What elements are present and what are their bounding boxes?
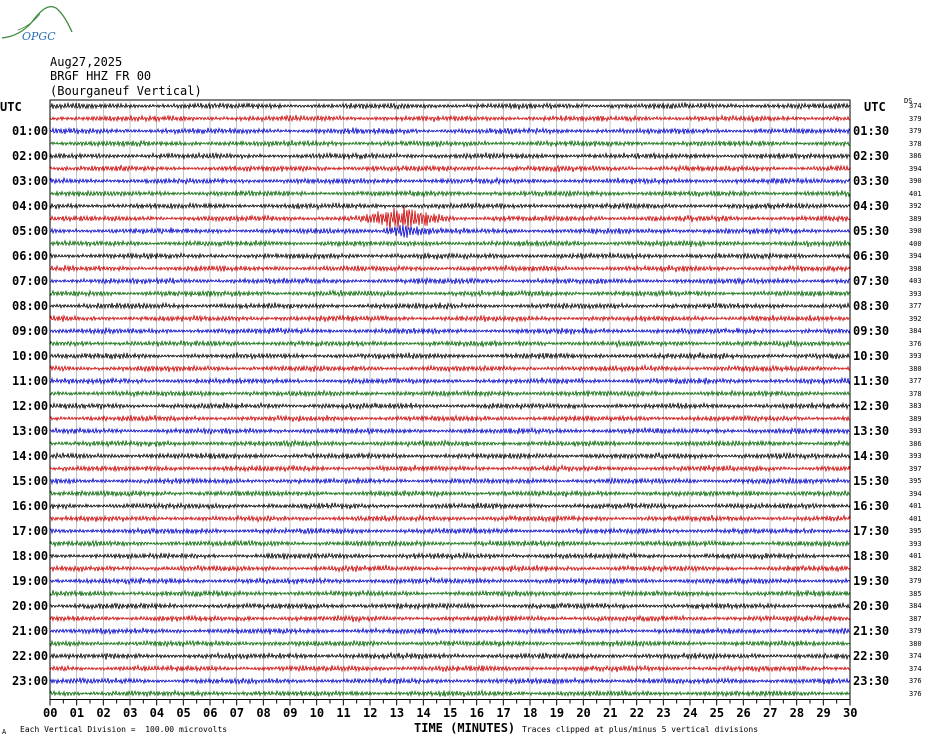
right-hour-label: 05:30 [853,224,890,238]
row-value-label: 385 [909,589,922,598]
left-hour-label: 11:00 [12,374,49,388]
x-tick-label: 03 [123,705,138,720]
x-tick-label: 18 [523,705,538,720]
x-tick-label: 04 [149,705,165,720]
x-tick-label: 06 [203,705,218,720]
row-value-label: 384 [909,602,922,610]
scale-note: Each Vertical Division = 100.00 microvolts [20,725,228,734]
x-tick-label: 08 [256,705,271,720]
row-value-label: 403 [909,277,922,285]
right-hour-label: 14:30 [853,449,890,463]
left-hour-label: 15:00 [12,474,49,488]
row-value-label: 386 [909,152,922,160]
row-value-label: 392 [909,314,922,323]
row-value-label: 379 [909,627,922,635]
x-tick-label: 02 [96,705,111,720]
x-axis-title: TIME (MINUTES) [414,721,516,735]
right-column-header: DS [904,97,913,105]
left-hour-label: 17:00 [12,524,49,538]
row-value-label: 378 [909,389,922,398]
x-tick-label: 16 [469,705,485,720]
left-hour-label: 02:00 [12,149,49,163]
left-hour-label: 12:00 [12,399,49,413]
x-tick-label: 12 [363,705,378,720]
x-tick-label: 23 [656,705,671,720]
right-hour-label: 17:30 [853,524,890,538]
row-value-label: 401 [909,514,922,523]
x-tick-label: 17 [496,705,511,720]
x-tick-label: 25 [709,705,725,720]
right-hour-label: 04:30 [853,199,890,213]
row-value-label: 395 [909,527,922,535]
right-hour-label: 19:30 [853,574,890,588]
station-code: BRGF HHZ FR 00 [50,69,152,83]
right-hour-label: 08:30 [853,299,890,313]
x-tick-label: 20 [576,705,591,720]
x-tick-label: 10 [309,705,325,720]
left-hour-label: 13:00 [12,424,49,438]
left-hour-label: 23:00 [12,674,49,688]
logo-text: OPGC [22,30,56,43]
left-hour-label: 06:00 [12,249,49,263]
row-value-label: 390 [909,177,922,185]
row-value-label: 393 [909,289,922,298]
row-value-label: 393 [909,427,922,435]
left-axis-label: UTC [0,100,22,114]
row-value-label: 374 [909,664,922,673]
row-value-label: 400 [909,239,922,248]
row-value-label: 379 [909,127,922,135]
clip-note: Traces clipped at plus/minus 5 vertical divisions [522,725,759,734]
right-hour-label: 10:30 [853,349,890,363]
row-value-label: 401 [909,502,922,510]
corner-mark: A [2,728,7,736]
row-value-label: 376 [909,677,922,685]
row-value-label: 393 [909,352,922,360]
left-hour-label: 22:00 [12,649,49,663]
x-tick-label: 05 [176,705,191,720]
row-value-label: 376 [909,339,922,348]
right-hour-label: 16:30 [853,499,890,513]
station-location: (Bourganeuf Vertical) [50,84,202,98]
row-value-label: 398 [909,264,922,273]
x-tick-label: 21 [603,705,618,720]
left-hour-label: 09:00 [12,324,49,338]
row-value-label: 389 [909,214,922,223]
row-value-label: 374 [909,102,922,110]
row-value-label: 380 [909,364,922,373]
x-tick-label: 27 [763,705,778,720]
x-tick-label: 14 [416,705,431,720]
right-hour-label: 09:30 [853,324,890,338]
left-hour-label: 21:00 [12,624,49,638]
x-tick-label: 01 [69,705,85,720]
x-tick-label: 09 [283,705,298,720]
right-hour-label: 20:30 [853,599,890,613]
row-value-label: 382 [909,564,922,573]
right-hour-label: 15:30 [853,474,890,488]
row-value-label: 393 [909,539,922,548]
row-value-label: 379 [909,577,922,585]
right-hour-label: 21:30 [853,624,890,638]
x-tick-label: 13 [389,705,405,720]
row-value-label: 394 [909,164,922,173]
row-value-label: 390 [909,227,922,235]
row-value-label: 401 [909,552,922,560]
left-hour-label: 19:00 [12,574,49,588]
x-tick-label: 30 [843,705,858,720]
left-hour-label: 08:00 [12,299,49,313]
row-value-label: 395 [909,477,922,485]
left-hour-label: 16:00 [12,499,49,513]
row-value-label: 374 [909,652,922,660]
row-value-label: 384 [909,327,922,335]
x-tick-label: 26 [736,705,751,720]
left-hour-label: 05:00 [12,224,49,238]
left-hour-label: 18:00 [12,549,49,563]
row-value-label: 397 [909,464,922,473]
left-hour-label: 01:00 [12,124,49,138]
left-hour-label: 20:00 [12,599,49,613]
row-value-label: 387 [909,614,922,623]
left-hour-label: 03:00 [12,174,49,188]
row-value-label: 393 [909,452,922,460]
right-hour-label: 01:30 [853,124,890,138]
right-hour-label: 22:30 [853,649,890,663]
left-hour-label: 07:00 [12,274,49,288]
left-hour-label: 10:00 [12,349,49,363]
x-tick-label: 22 [629,705,645,720]
right-hour-label: 13:30 [853,424,890,438]
row-value-label: 386 [909,439,922,448]
row-value-label: 377 [909,302,922,310]
x-tick-label: 29 [816,705,831,720]
x-tick-label: 24 [683,705,698,720]
row-value-label: 376 [909,689,922,698]
row-value-label: 394 [909,489,922,498]
right-hour-label: 07:30 [853,274,890,288]
x-tick-label: 00 [43,705,58,720]
row-value-label: 377 [909,377,922,385]
left-hour-label: 14:00 [12,449,49,463]
row-value-label: 392 [909,202,922,210]
right-hour-label: 11:30 [853,374,890,388]
right-hour-label: 03:30 [853,174,890,188]
record-date: Aug27,2025 [50,55,123,69]
row-value-label: 401 [909,189,922,198]
x-tick-label: 11 [336,705,351,720]
right-hour-label: 02:30 [853,149,890,163]
x-tick-label: 28 [789,705,805,720]
x-tick-label: 07 [229,705,245,720]
right-hour-label: 23:30 [853,674,890,688]
row-value-label: 379 [909,114,922,123]
x-tick-label: 19 [549,705,565,720]
left-hour-label: 04:00 [12,199,49,213]
row-value-label: 380 [909,639,922,648]
x-tick-label: 15 [443,705,458,720]
row-value-label: 378 [909,139,922,148]
right-hour-label: 06:30 [853,249,890,263]
row-value-label: 383 [909,402,922,410]
right-axis-label: UTC [864,100,886,114]
right-hour-label: 12:30 [853,399,890,413]
right-hour-label: 18:30 [853,549,890,563]
row-value-label: 394 [909,252,922,260]
row-value-label: 389 [909,414,922,423]
